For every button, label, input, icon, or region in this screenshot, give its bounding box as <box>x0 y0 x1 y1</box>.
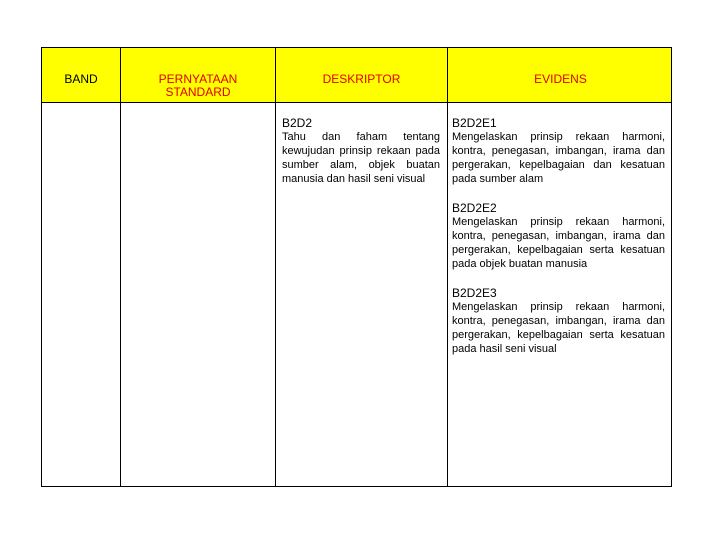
evidens-text: Mengelaskan prinsip rekaan harmoni, kontra, penegasan, imbangan, irama dan pergerakan, kepelbagaian dan kesatuan pada sumber alam <box>452 131 665 185</box>
header-band: BAND <box>64 72 98 86</box>
evidens-text: Mengelaskan prinsip rekaan harmoni, kontra, penegasan, imbangan, irama dan pergerakan, kepelbagaian serta kesatuan pada objek buatan manusia <box>452 216 665 270</box>
standards-table <box>41 47 672 487</box>
evidens-item <box>452 286 665 356</box>
deskriptor-cell <box>282 116 440 186</box>
header-evidens: EVIDENS <box>534 72 587 86</box>
evidens-cell <box>452 116 665 356</box>
evidens-item <box>452 201 665 271</box>
column-divider <box>275 48 276 486</box>
evidens-code: B2D2E1 <box>452 116 497 130</box>
column-divider <box>120 48 121 486</box>
evidens-code: B2D2E2 <box>452 201 497 215</box>
header-deskriptor: DESKRIPTOR <box>322 72 401 86</box>
deskriptor-text: Tahu dan faham tentang kewujudan prinsip rekaan pada sumber alam, objek buatan manusia dan hasil seni visual <box>282 131 440 185</box>
evidens-item <box>452 116 665 186</box>
evidens-code: B2D2E3 <box>452 286 497 300</box>
deskriptor-code: B2D2 <box>282 116 313 130</box>
header-pernyataan-standard: PERNYATAAN STANDARD <box>158 72 238 99</box>
column-divider <box>447 48 448 486</box>
evidens-text: Mengelaskan prinsip rekaan harmoni, kontra, penegasan, imbangan, irama dan pergerakan, kepelbagaian serta kesatuan pada hasil seni visual <box>452 301 665 355</box>
